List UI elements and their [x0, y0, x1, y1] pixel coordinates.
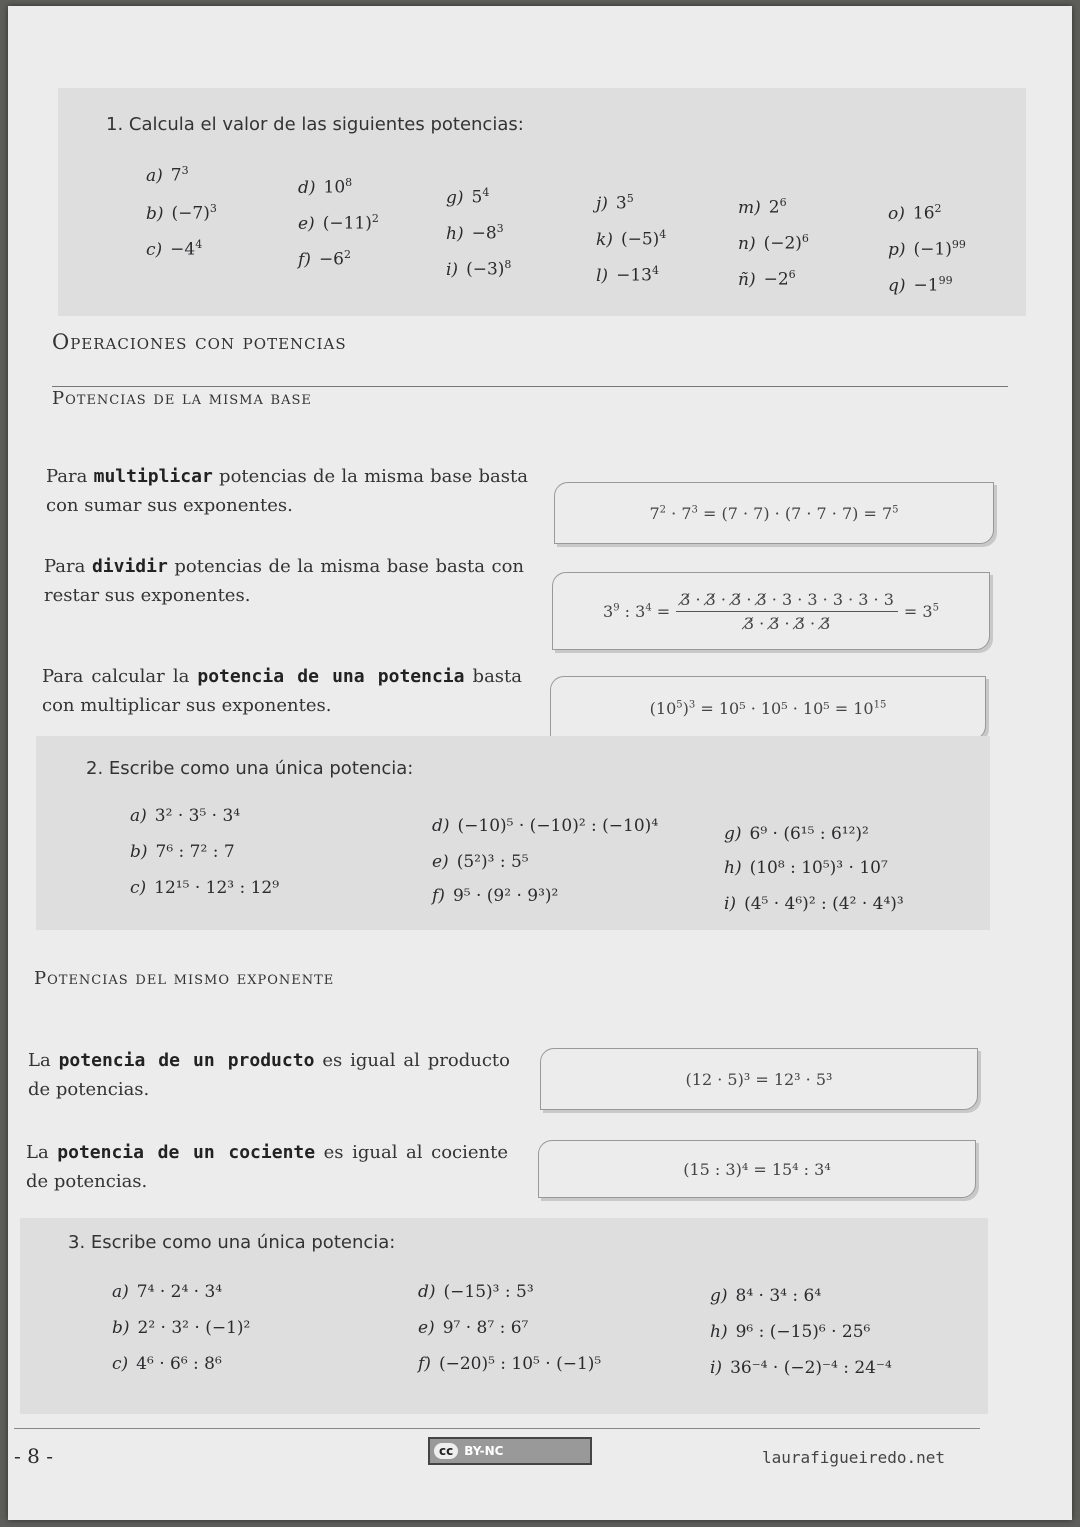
exercise-2-item	[130, 806, 240, 826]
example-divide: $3^9$ : $3^4$ = $\frac{3̸ \cdot 3̸ \cdot 3̸ \cdot 3̸ \cdot 3 \cdot 3 \cdot 3 \cdot 3 \cdot 3}{3̸ \cdot 3̸ \cdot 3̸ \cdot 3̸}$ = $3^5$	[552, 572, 990, 650]
item-exponent: 8	[345, 176, 353, 189]
exercise-2-item	[432, 886, 558, 906]
item-expression: 7⁶ : 7² : 7	[155, 842, 235, 862]
item-base: −4	[170, 239, 196, 260]
exercise-1-item	[298, 248, 351, 270]
exercise-1-item	[738, 196, 787, 218]
item-expression: (−20)⁵ : 10⁵ · (−1)⁵	[438, 1354, 602, 1374]
item-label: p)	[888, 239, 906, 260]
item-base: 5	[471, 187, 483, 208]
exercise-3-item	[710, 1286, 821, 1306]
exercise-3-item	[112, 1282, 222, 1302]
item-exponent: 99	[951, 238, 966, 251]
item-label: f)	[298, 249, 311, 270]
item-expression: 12¹⁵ · 12³ : 12⁹	[154, 878, 280, 898]
item-label: i)	[446, 259, 459, 280]
exercise-1-item	[146, 164, 189, 186]
item-label: b)	[146, 203, 164, 224]
item-exponent: 6	[788, 268, 796, 281]
item-exponent: 3	[496, 222, 504, 235]
item-label: f)	[418, 1354, 431, 1374]
exercise-3-item	[418, 1282, 534, 1302]
item-label: d)	[298, 177, 316, 198]
subsection-title-same-exponent: Potencias del mismo exponente	[34, 968, 335, 989]
item-expression: 2² · 3² · (−1)²	[137, 1318, 251, 1338]
item-exponent: 4	[195, 238, 203, 251]
exercise-1-item	[738, 268, 796, 290]
item-expression: 6⁹ · (6¹⁵ : 6¹²)²	[749, 824, 869, 844]
section-title: Operaciones con potencias	[52, 330, 347, 354]
divide-fraction: $\frac{3̸ \cdot 3̸ \cdot 3̸ \cdot 3̸ \cdot 3 \cdot 3 \cdot 3 \cdot 3 \cdot 3}{3̸ \cdot 3̸ \cdot 3̸ \cdot 3̸}$	[676, 590, 898, 633]
item-exponent: 2	[344, 248, 351, 261]
item-base: −6	[318, 249, 344, 270]
item-label: h)	[446, 223, 464, 244]
item-base: 2	[768, 197, 780, 218]
item-base: 7	[170, 165, 182, 186]
item-expression: 9⁵ · (9² · 9³)²	[452, 886, 559, 906]
item-exponent: 3	[181, 164, 189, 177]
item-label: j)	[596, 193, 608, 214]
item-base: (−3)	[466, 259, 505, 280]
exercise-1-item	[298, 212, 379, 234]
item-label: a)	[112, 1282, 129, 1302]
exercise-2-item	[130, 878, 279, 898]
item-expression: 4⁶ · 6⁶ : 8⁶	[136, 1354, 222, 1374]
item-label: o)	[888, 203, 905, 224]
example-power-of-power: $(10^5)^3 = 10^5 \cdot 10^5 \cdot 10^5 = 10^{15}$	[550, 676, 986, 740]
item-label: e)	[432, 852, 449, 872]
item-base: −1	[913, 275, 939, 296]
item-base: (−5)	[620, 229, 660, 250]
item-exponent: 5	[626, 192, 634, 205]
license-text: BY-NC	[464, 1444, 504, 1458]
exercise-1-item	[146, 202, 217, 224]
item-label: b)	[130, 842, 148, 862]
page-number: - 8 -	[14, 1444, 53, 1468]
item-label: m)	[738, 197, 761, 218]
item-exponent: 8	[504, 258, 512, 271]
exercise-1-item	[298, 176, 352, 198]
item-exponent: 4	[482, 186, 490, 199]
item-exponent: 2	[371, 212, 379, 225]
item-label: k)	[596, 229, 613, 250]
item-label: f)	[432, 886, 445, 906]
item-exponent: 4	[651, 264, 659, 277]
website-link[interactable]: laurafigueiredo.net	[762, 1448, 946, 1467]
exercise-3-item	[112, 1354, 222, 1374]
item-base: (−2)	[763, 233, 802, 254]
item-exponent: 6	[801, 232, 809, 245]
example-power-of-product: (12 · 5)³ = 12³ · 5³	[540, 1048, 978, 1110]
exercise-1-item	[888, 202, 942, 224]
item-exponent: 4	[659, 228, 667, 241]
item-label: i)	[724, 894, 737, 914]
example-power-of-quotient: (15 : 3)⁴ = 15⁴ : 3⁴	[538, 1140, 976, 1198]
exercise-2-item	[432, 852, 529, 872]
item-base: −13	[616, 265, 652, 286]
item-label: q)	[888, 275, 906, 296]
item-label: b)	[112, 1318, 130, 1338]
item-label: e)	[298, 213, 315, 234]
item-expression: (−10)⁵ · (−10)² : (−10)⁴	[457, 816, 659, 836]
item-expression: (5²)³ : 5⁵	[456, 852, 529, 872]
item-expression: 8⁴ · 3⁴ : 6⁴	[735, 1286, 822, 1306]
item-label: l)	[596, 265, 609, 286]
example-multiply: $7^2 \cdot 7^3 = (7 \cdot 7) \cdot (7 \cdot 7 \cdot 7) = 7^5$	[554, 482, 994, 544]
exercise-3-item	[710, 1322, 870, 1342]
item-base: −8	[471, 223, 497, 244]
exercise-1-item	[446, 258, 511, 280]
exercise-1-item	[738, 232, 809, 254]
item-label: d)	[418, 1282, 436, 1302]
license-badge[interactable]	[428, 1437, 592, 1465]
exercise-2-title: 2. Escribe como una única potencia:	[86, 758, 414, 779]
item-label: e)	[418, 1318, 435, 1338]
rule-multiply: Para multiplicar potencias de la misma base basta con sumar sus exponentes.	[46, 466, 528, 516]
item-exponent: 3	[209, 202, 217, 215]
exercise-2-item	[130, 842, 235, 862]
exercise-1-item	[446, 186, 489, 208]
item-base: 10	[323, 177, 346, 198]
item-label: d)	[432, 816, 450, 836]
item-label: i)	[710, 1358, 723, 1378]
item-label: g)	[710, 1286, 728, 1306]
item-label: n)	[738, 233, 756, 254]
item-label: ñ)	[738, 269, 756, 290]
item-expression: 9⁶ : (−15)⁶ · 25⁶	[735, 1322, 871, 1342]
item-base: 16	[912, 203, 935, 224]
item-base: −2	[763, 269, 789, 290]
exercise-1-title: 1. Calcula el valor de las siguientes potencias:	[106, 114, 524, 135]
item-label: a)	[130, 806, 147, 826]
exercise-1-item	[888, 274, 953, 296]
exercise-1-item	[596, 192, 634, 214]
item-expression: (4⁵ · 4⁶)² : (4² · 4⁴)³	[744, 894, 904, 914]
exercise-1-item	[146, 238, 202, 260]
item-label: c)	[130, 878, 147, 898]
worksheet-page	[8, 6, 1072, 1520]
exercise-2-item	[724, 894, 904, 914]
section-rule	[52, 386, 1008, 387]
item-exponent: 2	[934, 202, 942, 215]
item-label: g)	[724, 824, 742, 844]
item-expression: 9⁷ · 8⁷ : 6⁷	[442, 1318, 529, 1338]
item-exponent: 6	[779, 196, 787, 209]
item-exponent: 99	[938, 274, 953, 287]
item-expression: 3² · 3⁵ · 3⁴	[154, 806, 241, 826]
subsection-title-same-base: Potencias de la misma base	[52, 388, 312, 409]
exercise-2-item	[432, 816, 658, 836]
rule-power-of-power: Para calcular la potencia de una potencia basta con multiplicar sus exponentes.	[42, 666, 522, 716]
exercise-3-title: 3. Escribe como una única potencia:	[68, 1232, 396, 1253]
exercise-2-item	[724, 858, 888, 878]
item-base: (−11)	[322, 213, 372, 234]
exercise-1-item	[888, 238, 966, 260]
item-base: (−1)	[913, 239, 952, 260]
rule-power-of-product: La potencia de un producto es igual al producto de potencias.	[28, 1050, 511, 1100]
item-expression: (10⁸ : 10⁵)³ · 10⁷	[749, 858, 888, 878]
exercise-3-item	[418, 1318, 528, 1338]
item-label: a)	[146, 165, 163, 186]
rule-divide: Para dividir potencias de la misma base basta con restar sus exponentes.	[44, 556, 524, 606]
item-label: g)	[446, 187, 464, 208]
exercise-1-item	[596, 228, 666, 250]
exercise-1-item	[446, 222, 504, 244]
item-label: c)	[112, 1354, 129, 1374]
item-base: 3	[615, 193, 627, 214]
exercise-3-item	[418, 1354, 601, 1374]
cc-icon: cc	[434, 1443, 458, 1459]
exercise-2-item	[724, 824, 869, 844]
item-label: c)	[146, 239, 163, 260]
item-expression: 36⁻⁴ · (−2)⁻⁴ : 24⁻⁴	[730, 1358, 892, 1378]
exercise-3-item	[112, 1318, 250, 1338]
exercise-1-item	[596, 264, 659, 286]
item-expression: 7⁴ · 2⁴ · 3⁴	[136, 1282, 223, 1302]
item-expression: (−15)³ : 5³	[443, 1282, 534, 1302]
footer-rule	[14, 1428, 980, 1429]
rule-power-of-quotient: La potencia de un cociente es igual al cociente de potencias.	[26, 1142, 509, 1192]
item-base: (−7)	[171, 203, 210, 224]
item-label: h)	[724, 858, 742, 878]
item-label: h)	[710, 1322, 728, 1342]
exercise-3-item	[710, 1358, 892, 1378]
